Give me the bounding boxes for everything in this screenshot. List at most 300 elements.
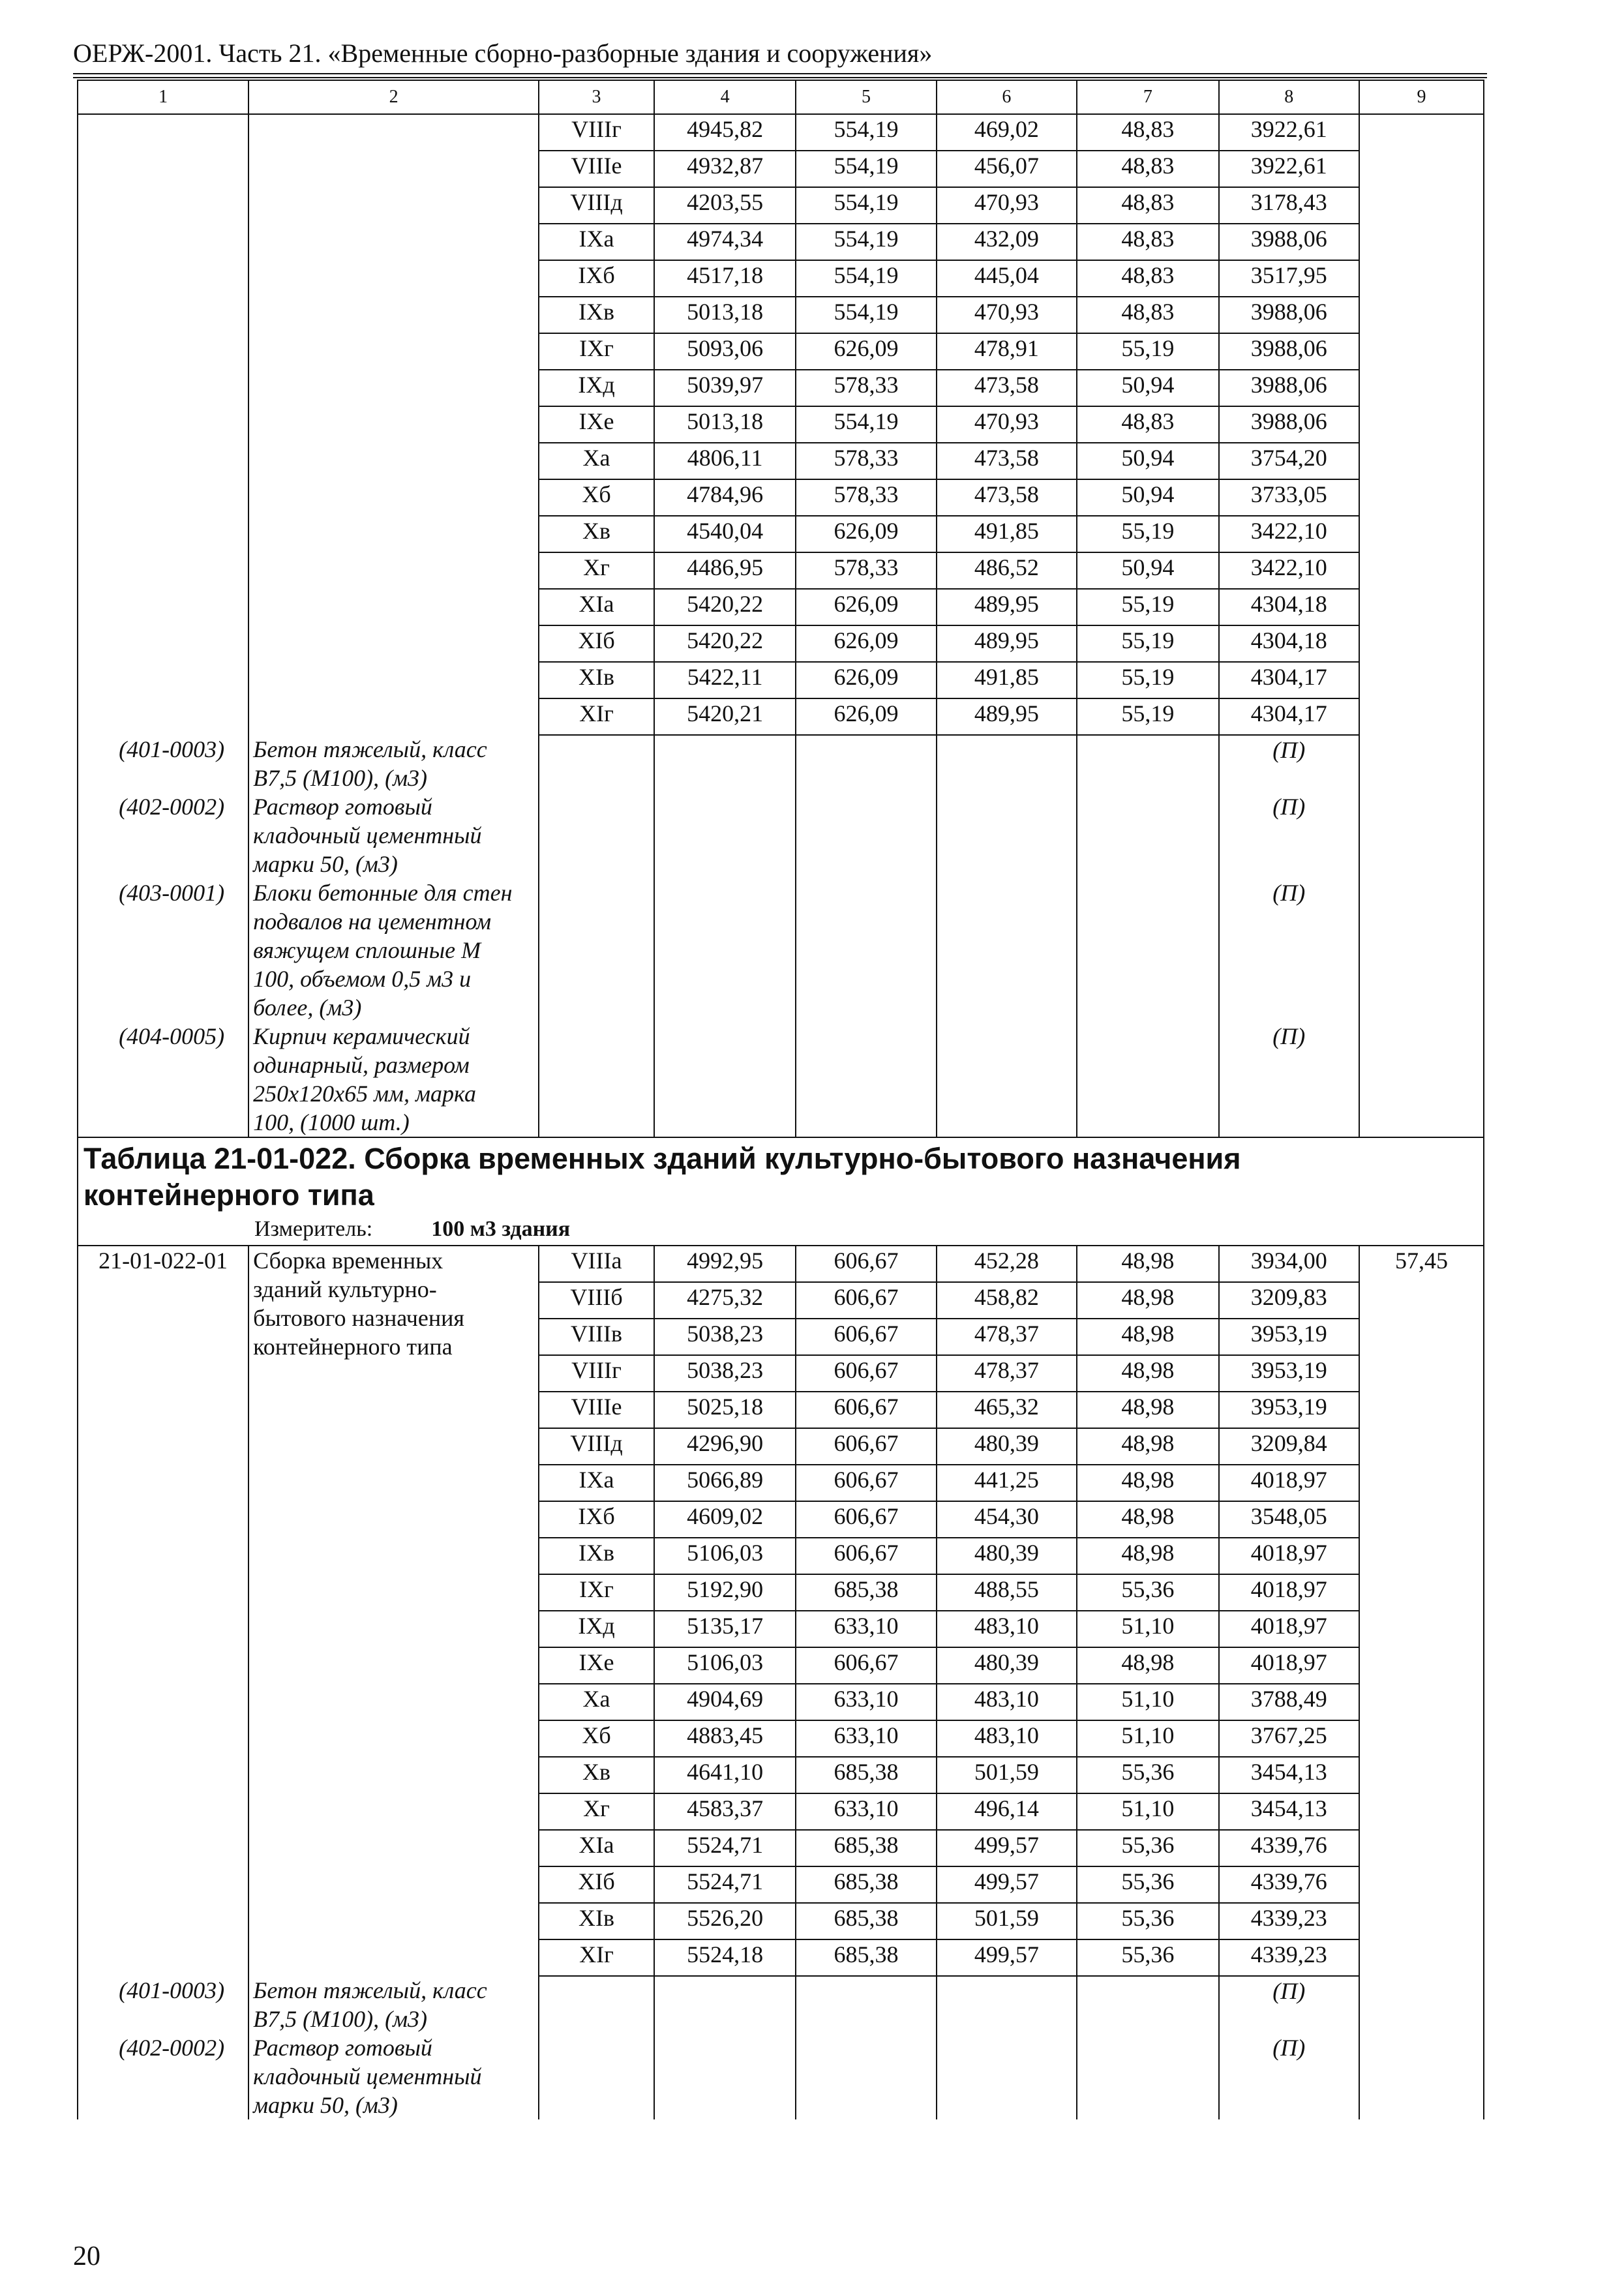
empty-cell: [1359, 662, 1484, 698]
value-cell: 499,57: [937, 1939, 1077, 1976]
value-cell: 554,19: [796, 260, 936, 297]
value-cell: 4339,76: [1219, 1830, 1359, 1866]
empty-cell: [248, 187, 539, 224]
empty-cell: [1077, 1976, 1218, 2033]
empty-cell: [1359, 698, 1484, 735]
material-code: (402-0002): [78, 2033, 248, 2119]
resource-set-cell: XIб: [539, 1866, 654, 1903]
page-number: 20: [73, 2241, 100, 2271]
table-row: [78, 552, 1484, 589]
material-name-line: вяжущем сплошные М: [253, 937, 481, 963]
value-cell: 685,38: [796, 1757, 936, 1793]
empty-cell: [1077, 792, 1218, 878]
col9-cell: [1359, 1830, 1484, 1866]
col9-cell: [1359, 1903, 1484, 1939]
value-cell: 626,09: [796, 333, 936, 370]
empty-cell: [937, 878, 1077, 1022]
material-row: [78, 1022, 1484, 1137]
value-cell: 465,32: [937, 1392, 1077, 1428]
value-cell: 55,36: [1077, 1866, 1218, 1903]
column-number: 8: [1219, 80, 1359, 114]
empty-cell: [1359, 297, 1484, 333]
col9-cell: [1359, 1428, 1484, 1465]
value-cell: 48,83: [1077, 187, 1218, 224]
table-row: [78, 1246, 1484, 1282]
empty-cell: [796, 735, 936, 792]
table-title-line: контейнерного типа: [83, 1178, 374, 1212]
resource-set-cell: Xв: [539, 1757, 654, 1793]
value-cell: 633,10: [796, 1611, 936, 1647]
resource-set-cell: IXе: [539, 406, 654, 443]
col9-cell: [1359, 1574, 1484, 1611]
empty-cell: [1359, 792, 1484, 878]
value-cell: 606,67: [796, 1501, 936, 1538]
value-cell: 51,10: [1077, 1611, 1218, 1647]
price-table: [77, 80, 1484, 2119]
value-cell: 4486,95: [654, 552, 796, 589]
empty-cell: [796, 2033, 936, 2119]
value-cell: 4932,87: [654, 151, 796, 187]
value-cell: 48,98: [1077, 1647, 1218, 1684]
table-row: [78, 516, 1484, 552]
table-row: [78, 187, 1484, 224]
value-cell: 626,09: [796, 662, 936, 698]
table-body: [78, 80, 1484, 2119]
value-cell: 4018,97: [1219, 1611, 1359, 1647]
value-cell: 3209,83: [1219, 1282, 1359, 1319]
empty-cell: [78, 370, 248, 406]
empty-cell: [1359, 479, 1484, 516]
empty-cell: [248, 406, 539, 443]
table-row: [78, 698, 1484, 735]
col9-cell: [1359, 1684, 1484, 1720]
code-cell: [78, 1757, 248, 1793]
value-cell: 483,10: [937, 1611, 1077, 1647]
value-cell: 441,25: [937, 1465, 1077, 1501]
table-row: [78, 479, 1484, 516]
resource-set-cell: VIIIа: [539, 1246, 654, 1282]
value-cell: 48,98: [1077, 1538, 1218, 1574]
name-line: бытового назначения: [253, 1305, 464, 1331]
empty-cell: [539, 2033, 654, 2119]
header-rule: [73, 73, 1487, 74]
material-code: (403-0001): [78, 878, 248, 1022]
empty-cell: [539, 735, 654, 792]
resource-set-cell: Xа: [539, 443, 654, 479]
measure-line: [78, 1214, 1483, 1245]
value-cell: 480,39: [937, 1428, 1077, 1465]
value-cell: 4018,97: [1219, 1538, 1359, 1574]
resource-set-cell: Xг: [539, 1793, 654, 1830]
empty-cell: [248, 662, 539, 698]
value-cell: 3517,95: [1219, 260, 1359, 297]
value-cell: 491,85: [937, 662, 1077, 698]
value-cell: 491,85: [937, 516, 1077, 552]
empty-cell: [1359, 333, 1484, 370]
value-cell: 4018,97: [1219, 1647, 1359, 1684]
empty-cell: [78, 698, 248, 735]
empty-cell: [1359, 625, 1484, 662]
table-row: [78, 625, 1484, 662]
empty-cell: [78, 224, 248, 260]
material-row: [78, 792, 1484, 878]
value-cell: 5420,22: [654, 589, 796, 625]
col9-cell: [1359, 1282, 1484, 1319]
empty-cell: [78, 479, 248, 516]
empty-cell: [1359, 443, 1484, 479]
col9-cell: [1359, 1866, 1484, 1903]
value-cell: 478,37: [937, 1355, 1077, 1392]
value-cell: 51,10: [1077, 1684, 1218, 1720]
material-row: [78, 2033, 1484, 2119]
value-cell: 55,19: [1077, 516, 1218, 552]
table-row: [78, 370, 1484, 406]
code-cell: [78, 1939, 248, 1976]
value-cell: 432,09: [937, 224, 1077, 260]
empty-cell: [937, 792, 1077, 878]
empty-cell: [654, 792, 796, 878]
value-cell: 606,67: [796, 1355, 936, 1392]
value-cell: 578,33: [796, 552, 936, 589]
column-number: 2: [248, 80, 539, 114]
value-cell: 50,94: [1077, 552, 1218, 589]
column-number-row: [78, 80, 1484, 114]
code-cell: [78, 1428, 248, 1465]
value-cell: 51,10: [1077, 1720, 1218, 1757]
value-cell: 3988,06: [1219, 297, 1359, 333]
code-cell: [78, 1720, 248, 1757]
value-cell: 48,98: [1077, 1282, 1218, 1319]
value-cell: 5526,20: [654, 1903, 796, 1939]
value-cell: 3934,00: [1219, 1246, 1359, 1282]
resource-set-cell: IXб: [539, 260, 654, 297]
empty-cell: [1359, 1976, 1484, 2033]
value-cell: 5013,18: [654, 406, 796, 443]
empty-cell: [248, 479, 539, 516]
column-number: 5: [796, 80, 936, 114]
value-cell: 50,94: [1077, 443, 1218, 479]
value-cell: 48,98: [1077, 1319, 1218, 1355]
empty-cell: [654, 1976, 796, 2033]
code-cell: [78, 1684, 248, 1720]
value-cell: 5066,89: [654, 1465, 796, 1501]
value-cell: 489,95: [937, 589, 1077, 625]
value-cell: 48,98: [1077, 1428, 1218, 1465]
value-cell: 55,19: [1077, 662, 1218, 698]
material-name-line: Раствор готовый: [253, 794, 432, 820]
code-cell: [78, 1793, 248, 1830]
value-cell: 3953,19: [1219, 1355, 1359, 1392]
value-cell: 554,19: [796, 224, 936, 260]
value-cell: 55,36: [1077, 1574, 1218, 1611]
empty-cell: [78, 260, 248, 297]
resource-set-cell: VIIIе: [539, 1392, 654, 1428]
value-cell: 501,59: [937, 1903, 1077, 1939]
col9-cell: [1359, 1538, 1484, 1574]
value-cell: 606,67: [796, 1538, 936, 1574]
table-row: [78, 589, 1484, 625]
col9-cell: [1359, 1501, 1484, 1538]
material-mark: (П): [1219, 2033, 1359, 2119]
material-name-line: одинарный, размером: [253, 1052, 470, 1078]
value-cell: 4304,18: [1219, 625, 1359, 662]
value-cell: 3988,06: [1219, 224, 1359, 260]
value-cell: 483,10: [937, 1684, 1077, 1720]
empty-cell: [1077, 2033, 1218, 2119]
resource-set-cell: Xб: [539, 1720, 654, 1757]
value-cell: 55,36: [1077, 1757, 1218, 1793]
value-cell: 473,58: [937, 370, 1077, 406]
value-cell: 3548,05: [1219, 1501, 1359, 1538]
value-cell: 5106,03: [654, 1647, 796, 1684]
value-cell: 606,67: [796, 1392, 936, 1428]
code-cell: [78, 1282, 248, 1319]
empty-cell: [1359, 224, 1484, 260]
empty-cell: [937, 2033, 1077, 2119]
value-cell: 4517,18: [654, 260, 796, 297]
empty-cell: [796, 792, 936, 878]
empty-cell: [248, 333, 539, 370]
value-cell: 478,91: [937, 333, 1077, 370]
value-cell: 470,93: [937, 297, 1077, 333]
value-cell: 3209,84: [1219, 1428, 1359, 1465]
value-cell: 554,19: [796, 406, 936, 443]
value-cell: 685,38: [796, 1903, 936, 1939]
material-name: [248, 1022, 539, 1137]
empty-cell: [248, 552, 539, 589]
material-mark: (П): [1219, 735, 1359, 792]
col9-cell: [1359, 1465, 1484, 1501]
value-cell: 5192,90: [654, 1574, 796, 1611]
value-cell: 5106,03: [654, 1538, 796, 1574]
value-cell: 4784,96: [654, 479, 796, 516]
empty-cell: [248, 297, 539, 333]
col9-cell: [1359, 1319, 1484, 1355]
value-cell: 4339,23: [1219, 1903, 1359, 1939]
table-row: [78, 297, 1484, 333]
value-cell: 489,95: [937, 625, 1077, 662]
empty-cell: [1359, 260, 1484, 297]
empty-cell: [796, 1976, 936, 2033]
value-cell: 626,09: [796, 589, 936, 625]
value-cell: 606,67: [796, 1282, 936, 1319]
value-cell: 606,67: [796, 1428, 936, 1465]
value-cell: 489,95: [937, 698, 1077, 735]
material-name: [248, 735, 539, 792]
value-cell: 4806,11: [654, 443, 796, 479]
resource-set-cell: Xг: [539, 552, 654, 589]
empty-cell: [1359, 878, 1484, 1022]
empty-cell: [78, 443, 248, 479]
col9-cell: [1359, 1757, 1484, 1793]
value-cell: 3953,19: [1219, 1319, 1359, 1355]
material-name-line: 100, объемом 0,5 м3 и: [253, 966, 472, 992]
column-number: 9: [1359, 80, 1484, 114]
table-row: [78, 260, 1484, 297]
value-cell: 4296,90: [654, 1428, 796, 1465]
value-cell: 48,98: [1077, 1246, 1218, 1282]
material-mark: (П): [1219, 1022, 1359, 1137]
value-cell: 4275,32: [654, 1282, 796, 1319]
material-code: (402-0002): [78, 792, 248, 878]
value-cell: 4304,17: [1219, 662, 1359, 698]
value-cell: 48,83: [1077, 151, 1218, 187]
table-title-cell: [78, 1137, 1484, 1246]
resource-set-cell: Xа: [539, 1684, 654, 1720]
value-cell: 470,93: [937, 406, 1077, 443]
value-cell: 55,19: [1077, 698, 1218, 735]
value-cell: 55,19: [1077, 589, 1218, 625]
name-line: контейнерного типа: [253, 1334, 453, 1360]
material-name-line: марки 50, (м3): [253, 2092, 398, 2118]
col9-cell: [1359, 1939, 1484, 1976]
empty-cell: [539, 792, 654, 878]
name-cell: [248, 1246, 539, 1976]
material-name-line: кладочный цементный: [253, 822, 482, 848]
value-cell: 5524,71: [654, 1830, 796, 1866]
column-number: 1: [78, 80, 248, 114]
empty-cell: [937, 735, 1077, 792]
material-name-line: более, (м3): [253, 995, 362, 1021]
value-cell: 5135,17: [654, 1611, 796, 1647]
resource-set-cell: IXд: [539, 370, 654, 406]
value-cell: 5038,23: [654, 1319, 796, 1355]
resource-set-cell: VIIIб: [539, 1282, 654, 1319]
value-cell: 48,98: [1077, 1355, 1218, 1392]
table-row: [78, 333, 1484, 370]
value-cell: 5524,71: [654, 1866, 796, 1903]
value-cell: 5420,21: [654, 698, 796, 735]
material-name-line: Бетон тяжелый, класс: [253, 736, 487, 762]
value-cell: 480,39: [937, 1647, 1077, 1684]
value-cell: 4945,82: [654, 114, 796, 151]
material-name: [248, 878, 539, 1022]
column-number: 7: [1077, 80, 1218, 114]
empty-cell: [539, 1976, 654, 2033]
empty-cell: [248, 625, 539, 662]
material-name: [248, 792, 539, 878]
material-name-line: В7,5 (М100), (м3): [253, 2006, 428, 2032]
empty-cell: [654, 735, 796, 792]
resource-set-cell: IXа: [539, 224, 654, 260]
value-cell: 578,33: [796, 479, 936, 516]
empty-cell: [248, 370, 539, 406]
material-name-line: 250х120х65 мм, марка: [253, 1081, 476, 1107]
material-name: [248, 2033, 539, 2119]
value-cell: 48,83: [1077, 297, 1218, 333]
value-cell: 633,10: [796, 1720, 936, 1757]
value-cell: 606,67: [796, 1319, 936, 1355]
resource-set-cell: IXв: [539, 297, 654, 333]
value-cell: 554,19: [796, 114, 936, 151]
resource-set-cell: IXг: [539, 1574, 654, 1611]
value-cell: 48,98: [1077, 1392, 1218, 1428]
value-cell: 626,09: [796, 516, 936, 552]
material-name-line: 100, (1000 шт.): [253, 1109, 410, 1135]
empty-cell: [78, 589, 248, 625]
resource-set-cell: XIв: [539, 1903, 654, 1939]
empty-cell: [1077, 878, 1218, 1022]
value-cell: 55,36: [1077, 1903, 1218, 1939]
value-cell: 4974,34: [654, 224, 796, 260]
empty-cell: [78, 625, 248, 662]
resource-set-cell: VIIIв: [539, 1319, 654, 1355]
value-cell: 3988,06: [1219, 406, 1359, 443]
empty-cell: [1077, 735, 1218, 792]
value-cell: 4992,95: [654, 1246, 796, 1282]
table-row: [78, 443, 1484, 479]
value-cell: 499,57: [937, 1830, 1077, 1866]
empty-cell: [654, 1022, 796, 1137]
col9-cell: [1359, 1793, 1484, 1830]
value-cell: 445,04: [937, 260, 1077, 297]
empty-cell: [1359, 151, 1484, 187]
code-cell: [78, 1501, 248, 1538]
code-cell: [78, 1611, 248, 1647]
empty-cell: [654, 2033, 796, 2119]
value-cell: 3422,10: [1219, 552, 1359, 589]
value-cell: 452,28: [937, 1246, 1077, 1282]
code-cell: [78, 1574, 248, 1611]
col9-cell: [1359, 1392, 1484, 1428]
col9-cell: [1359, 1720, 1484, 1757]
empty-cell: [1359, 2033, 1484, 2119]
resource-set-cell: IXб: [539, 1501, 654, 1538]
resource-set-cell: XIб: [539, 625, 654, 662]
empty-cell: [937, 1022, 1077, 1137]
empty-cell: [1359, 187, 1484, 224]
value-cell: 4540,04: [654, 516, 796, 552]
resource-set-cell: IXг: [539, 333, 654, 370]
measure-value: 100 м3 здания: [431, 1217, 571, 1241]
resource-set-cell: VIIIг: [539, 114, 654, 151]
value-cell: 4304,18: [1219, 589, 1359, 625]
value-cell: 48,83: [1077, 114, 1218, 151]
value-cell: 55,19: [1077, 333, 1218, 370]
material-row: [78, 735, 1484, 792]
material-mark: (П): [1219, 792, 1359, 878]
value-cell: 501,59: [937, 1757, 1077, 1793]
value-cell: 48,98: [1077, 1501, 1218, 1538]
header-rule-2: [73, 77, 1487, 78]
empty-cell: [248, 114, 539, 151]
col9-cell: [1359, 1611, 1484, 1647]
value-cell: 3754,20: [1219, 443, 1359, 479]
resource-set-cell: VIIIд: [539, 187, 654, 224]
resource-set-cell: IXе: [539, 1647, 654, 1684]
empty-cell: [78, 333, 248, 370]
empty-cell: [1359, 1022, 1484, 1137]
value-cell: 3988,06: [1219, 370, 1359, 406]
empty-cell: [78, 516, 248, 552]
material-name-line: В7,5 (М100), (м3): [253, 765, 428, 791]
empty-cell: [248, 589, 539, 625]
value-cell: 3454,13: [1219, 1793, 1359, 1830]
value-cell: 486,52: [937, 552, 1077, 589]
material-code: (401-0003): [78, 735, 248, 792]
table-title: [78, 1138, 1483, 1214]
value-cell: 55,19: [1077, 625, 1218, 662]
column-number: 4: [654, 80, 796, 114]
value-cell: 5013,18: [654, 297, 796, 333]
value-cell: 554,19: [796, 151, 936, 187]
value-cell: 685,38: [796, 1939, 936, 1976]
value-cell: 4018,97: [1219, 1465, 1359, 1501]
empty-cell: [1359, 552, 1484, 589]
value-cell: 454,30: [937, 1501, 1077, 1538]
material-mark: (П): [1219, 878, 1359, 1022]
value-cell: 3788,49: [1219, 1684, 1359, 1720]
